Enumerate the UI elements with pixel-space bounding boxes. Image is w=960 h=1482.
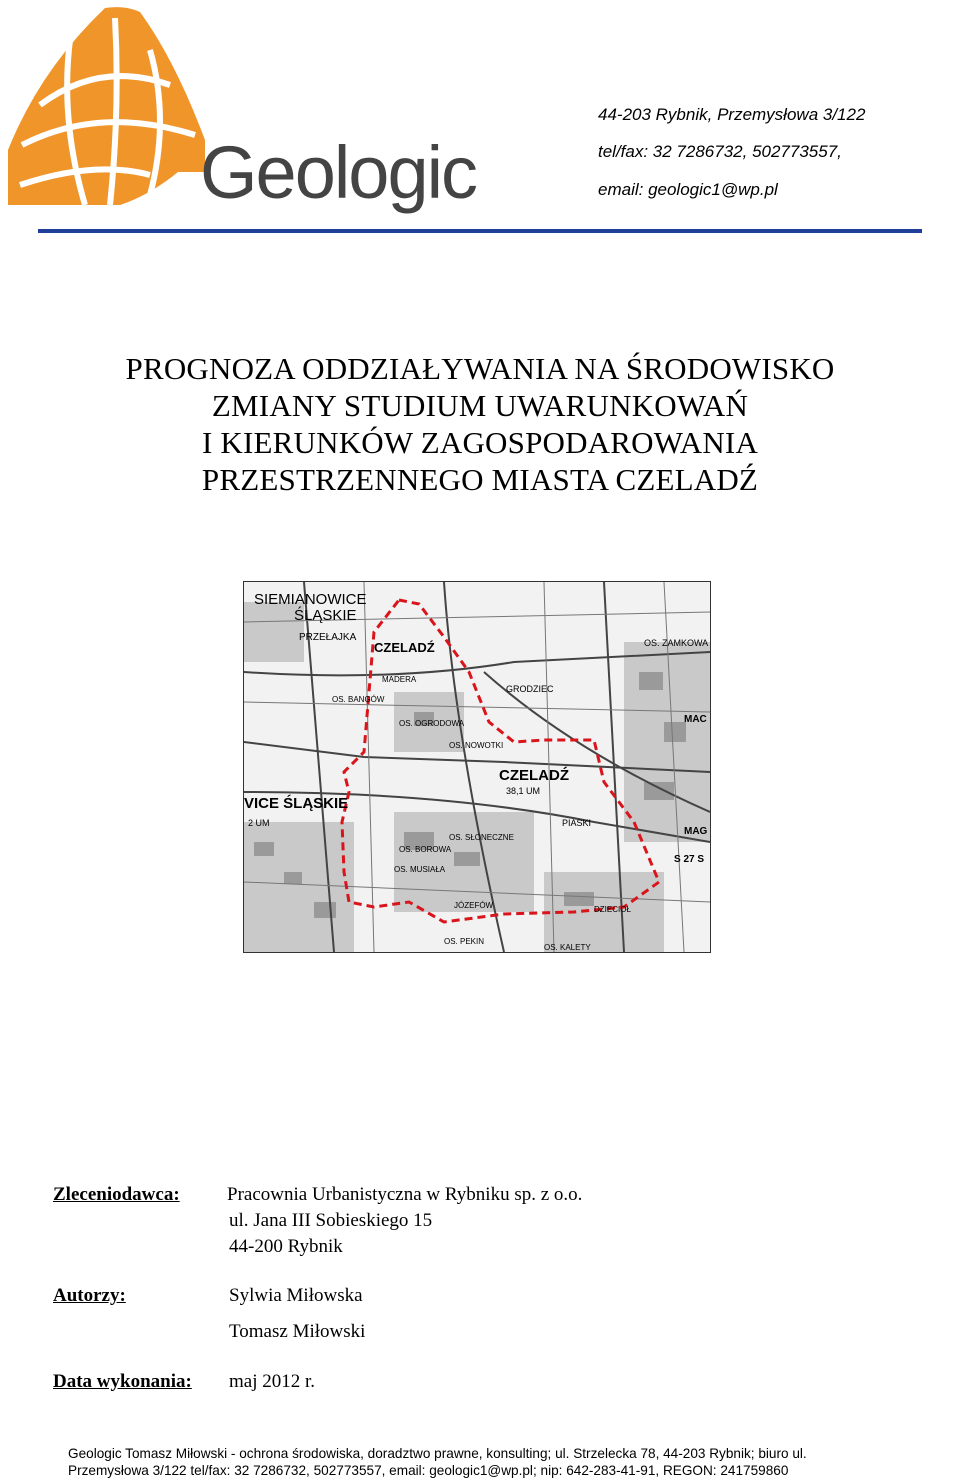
map-label-sloneczne: OS. SŁONECZNE <box>449 833 514 842</box>
map-label-s-um: S 27 S <box>674 854 705 865</box>
map-label-musiala: OS. MUSIAŁA <box>394 865 446 874</box>
header-rule <box>38 229 922 233</box>
map-label-dzieciol: DZIECIOŁ <box>594 905 631 914</box>
authors-label: Autorzy: <box>53 1285 126 1306</box>
map-label-przelajka: PRZEŁAJKA <box>299 632 357 643</box>
title-line-4: PRZESTRZENNEGO MIASTA CZELADŹ <box>201 462 759 497</box>
title-line-2: ZMIANY STUDIUM UWARUNKOWAŃ <box>211 388 749 423</box>
client-street: ul. Jana III Sobieskiego 15 <box>229 1210 433 1231</box>
map-label-czeladz-sub: 38,1 UM <box>506 786 541 796</box>
client-city: 44-200 Rybnik <box>229 1236 343 1257</box>
geologic-logo <box>0 0 560 225</box>
map-label-mag: MAG <box>684 826 708 837</box>
client-name: Pracownia Urbanistyczna w Rybniku sp. z o.o. <box>227 1184 583 1205</box>
map-label-nowotki: OS. NOWOTKI <box>449 741 504 750</box>
map-label-bangow: OS. BANGÓW <box>332 695 385 704</box>
map-label-grodziec: GRODZIEC <box>506 684 554 694</box>
footer-line-1: Geologic Tomasz Miłowski - ochrona środowiska, doradztwo prawne, konsulting; ul. Strzelecka 78, 44-203 Rybnik; biuro ul. <box>68 1446 807 1461</box>
map-label-mac: MAC <box>684 714 707 725</box>
map-label-wice-slaskie: VICE ŚLĄSKIE <box>244 795 349 812</box>
title-line-3: I KIERUNKÓW ZAGOSPODAROWANIA <box>201 425 759 460</box>
globe-icon <box>8 7 205 205</box>
contact-address: 44-203 Rybnik, Przemysłowa 3/122 <box>598 105 866 124</box>
map-label-jozefow: JÓZEFÓW <box>454 901 494 910</box>
contact-email: email: geologic1@wp.pl <box>598 180 778 199</box>
logo-text: Geologic <box>200 131 477 214</box>
map-label-slaskie: ŚLĄSKIE <box>294 607 357 624</box>
map-label-um: 2 UM <box>248 818 270 828</box>
date-value: maj 2012 r. <box>229 1371 316 1392</box>
title-line-1: PROGNOZA ODDZIAŁYWANIA NA ŚRODOWISKO <box>125 351 835 386</box>
document-title <box>0 350 960 498</box>
map-label-piaski: PIASKI <box>562 818 592 828</box>
map-label-czeladz-center: CZELADŹ <box>499 767 569 784</box>
author-2: Tomasz Miłowski <box>229 1321 366 1342</box>
contact-phone: tel/fax: 32 7286732, 502773557, <box>598 142 842 161</box>
map-label-madera: MADERA <box>382 675 417 684</box>
footer-line-2: Przemysłowa 3/122 tel/fax: 32 7286732, 502773557, email: geologic1@wp.pl; nip: 642-283-41-91, REGON: 241759860 <box>68 1463 789 1478</box>
map-drawing <box>244 582 710 952</box>
map-label-borowa: OS. BOROWA <box>399 845 452 854</box>
map-label-czeladz-top: CZELADŹ <box>374 640 435 655</box>
date-label: Data wykonania: <box>53 1371 192 1392</box>
map-label-pekin: OS. PEKIN <box>444 937 485 946</box>
location-map <box>243 581 711 953</box>
map-label-siemianowice: SIEMIANOWICE <box>254 591 367 608</box>
client-label: Zleceniodawca: <box>53 1184 180 1205</box>
map-label-ogrodowa: OS. OGRODOWA <box>399 719 465 728</box>
map-label-kalety: OS. KALETY <box>544 943 591 952</box>
author-1: Sylwia Miłowska <box>229 1285 363 1306</box>
map-label-zamkowa: OS. ZAMKOWA <box>644 638 709 648</box>
